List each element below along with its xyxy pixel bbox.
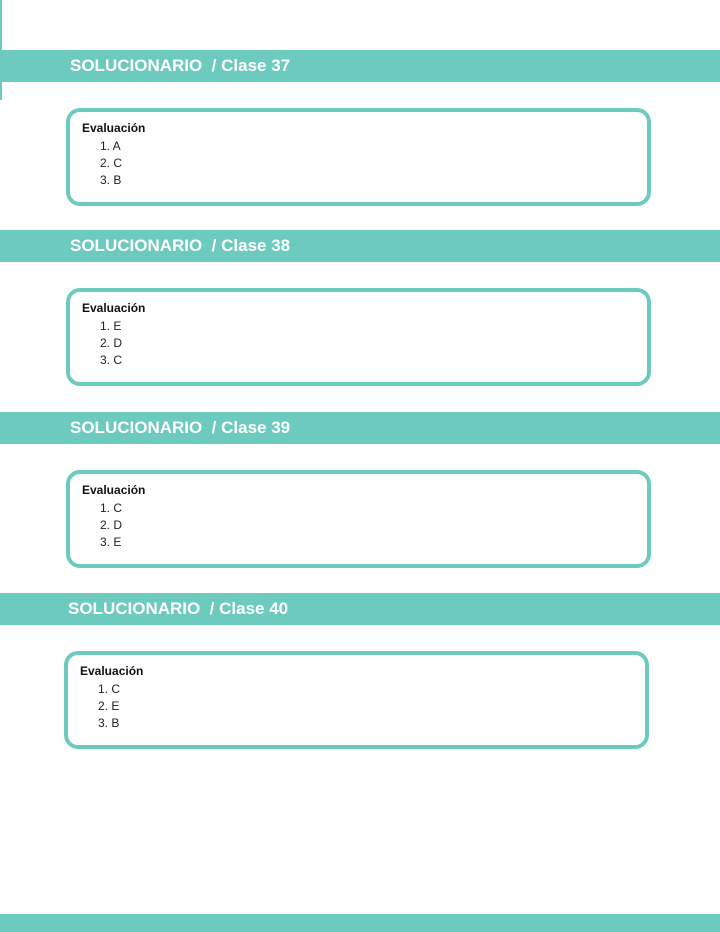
section-header-clase-38: SOLUCIONARIO / Clase 38 bbox=[0, 230, 720, 262]
answer-item: 3. E bbox=[100, 535, 122, 549]
footer-bar bbox=[0, 914, 720, 932]
section-header-clase-40: SOLUCIONARIO / Clase 40 bbox=[0, 593, 720, 625]
answer-item: 2. D bbox=[100, 518, 123, 532]
answer-item: 3. C bbox=[100, 353, 123, 367]
section-header-clase-37: SOLUCIONARIO / Clase 37 bbox=[0, 50, 720, 82]
answer-item: 2. E bbox=[98, 699, 120, 713]
evaluation-title: Evaluación bbox=[82, 301, 146, 315]
evaluation-title: Evaluación bbox=[80, 664, 144, 678]
evaluation-title: Evaluación bbox=[82, 121, 146, 135]
answer-list bbox=[100, 500, 122, 551]
answer-list bbox=[100, 138, 122, 189]
answer-item: 1. C bbox=[100, 501, 123, 515]
answer-item: 1. C bbox=[98, 682, 121, 696]
answer-list bbox=[100, 318, 122, 369]
answer-item: 3. B bbox=[98, 716, 120, 730]
answer-item: 2. C bbox=[100, 156, 123, 170]
section-header-clase-39: SOLUCIONARIO / Clase 39 bbox=[0, 412, 720, 444]
answer-item: 1. E bbox=[100, 319, 122, 333]
answer-list bbox=[98, 681, 120, 732]
answer-box-clase-40 bbox=[64, 651, 649, 749]
evaluation-title: Evaluación bbox=[82, 483, 146, 497]
answer-box-clase-37 bbox=[66, 108, 651, 206]
answer-item: 3. B bbox=[100, 173, 122, 187]
answer-item: 2. D bbox=[100, 336, 123, 350]
answer-item: 1. A bbox=[100, 139, 121, 153]
answer-box-clase-38 bbox=[66, 288, 651, 386]
answer-box-clase-39 bbox=[66, 470, 651, 568]
